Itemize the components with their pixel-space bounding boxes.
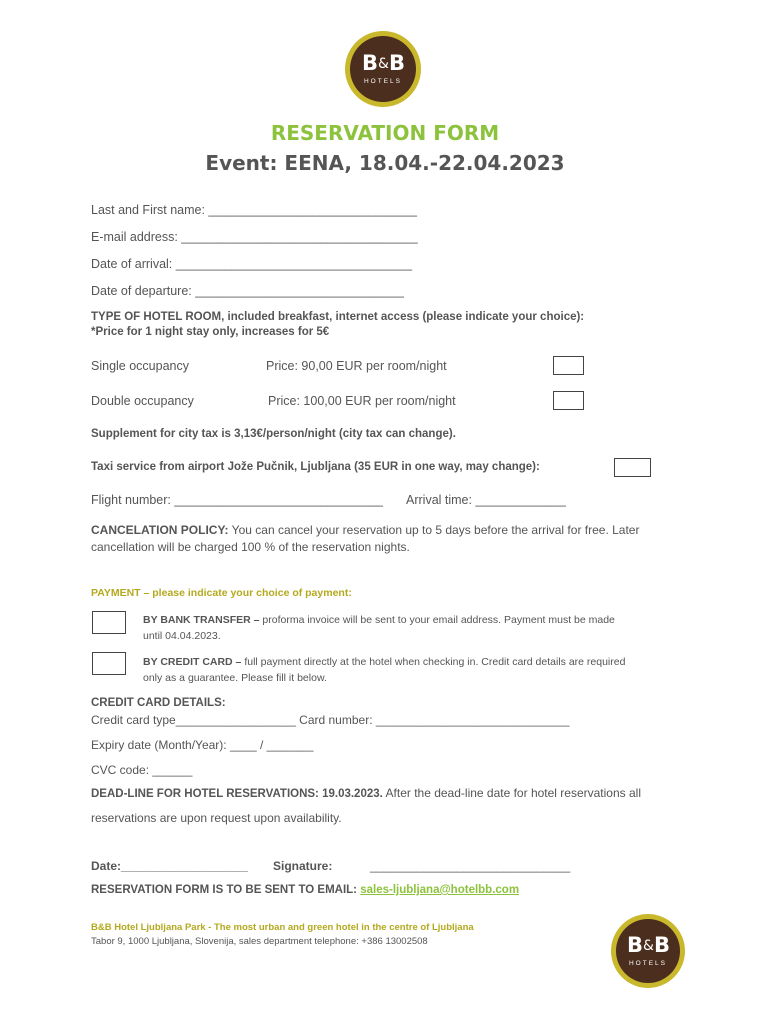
logo-inner <box>350 36 416 102</box>
payment-heading: PAYMENT – please indicate your choice of payment: <box>91 587 352 599</box>
deadline-text: After the dead-line date for hotel reservations all <box>382 786 641 800</box>
cancellation-policy <box>91 523 639 537</box>
cvc-field[interactable]: CVC code: ______ <box>91 763 193 777</box>
hotel-logo <box>345 31 421 107</box>
taxi-service-label: Taxi service from airport Jože Pučnik, Ljubljana (35 EUR in one way, may change): <box>91 461 540 473</box>
deadline-label: DEAD-LINE FOR HOTEL RESERVATIONS: 19.03.2023. <box>91 788 383 800</box>
city-tax-note: Supplement for city tax is 3,13€/person/night (city tax can change). <box>91 428 456 440</box>
credit-card-text-line-2: only as a guarantee. Please fill it below. <box>143 672 327 684</box>
bank-transfer-text: proforma invoice will be sent to your email address. Payment must be made <box>259 614 615 626</box>
bank-transfer-option <box>143 612 615 628</box>
email-link[interactable]: sales-ljubljana@hotelbb.com <box>360 884 520 896</box>
room-type-heading: TYPE OF HOTEL ROOM, included breakfast, internet access (please indicate your choice): <box>91 311 585 323</box>
expiry-date-field[interactable]: Expiry date (Month/Year): ____ / _______ <box>91 738 314 752</box>
logo-subtitle: HOTELS <box>363 78 402 85</box>
flight-number-field[interactable]: Flight number: ______________________________ <box>91 493 383 507</box>
bank-transfer-checkbox[interactable] <box>92 611 126 634</box>
signature-label: Signature: <box>273 859 333 873</box>
footer-logo-subtitle: HOTELS <box>628 960 667 967</box>
footer-logo-inner <box>616 919 680 983</box>
form-title: RESERVATION FORM <box>270 121 500 145</box>
credit-card-option <box>143 654 625 670</box>
cancellation-label: CANCELATION POLICY: <box>91 523 229 537</box>
send-to-label: RESERVATION FORM IS TO BE SENT TO EMAIL: <box>91 884 361 896</box>
arrival-time-field[interactable]: Arrival time: _____________ <box>406 493 566 507</box>
bank-transfer-deadline: until 04.04.2023. <box>143 630 221 642</box>
credit-card-text: full payment directly at the hotel when checking in. Credit card details are required <box>241 656 626 668</box>
double-occupancy-checkbox[interactable] <box>553 391 584 410</box>
double-occupancy-label: Double occupancy <box>91 394 194 408</box>
single-occupancy-checkbox[interactable] <box>553 356 584 375</box>
deadline-text-line-2: reservations are upon request upon availability. <box>91 811 342 825</box>
single-occupancy-price: Price: 90,00 EUR per room/night <box>266 359 447 373</box>
double-occupancy-price: Price: 100,00 EUR per room/night <box>268 394 456 408</box>
deadline-note <box>91 786 641 800</box>
footer-logo-wordmark: B&B <box>627 933 669 957</box>
event-title: Event: EENA, 18.04.-22.04.2023 <box>205 151 565 175</box>
bank-transfer-label: BY BANK TRANSFER – <box>143 614 260 626</box>
footer-tagline: B&B Hotel Ljubljana Park - The most urban and green hotel in the centre of Ljubljana <box>91 922 474 933</box>
footer-hotel-logo <box>611 914 685 988</box>
cancellation-text: You can cancel your reservation up to 5 days before the arrival for free. Later <box>228 523 640 537</box>
credit-card-checkbox[interactable] <box>92 652 126 675</box>
single-occupancy-label: Single occupancy <box>91 359 189 373</box>
date-field[interactable]: Date:___________________ <box>91 859 248 873</box>
signature-field[interactable]: ______________________________ <box>370 859 571 873</box>
cancellation-text-line-2: cancellation will be charged 100 % of the reservation nights. <box>91 540 410 554</box>
send-to-note <box>91 884 519 896</box>
credit-card-label: BY CREDIT CARD – <box>143 656 242 668</box>
arrival-date-field[interactable]: Date of arrival: __________________________________ <box>91 257 413 271</box>
room-price-note: *Price for 1 night stay only, increases for 5€ <box>91 326 330 338</box>
footer-address: Tabor 9, 1000 Ljubljana, Slovenija, sales department telephone: +386 13002508 <box>91 936 428 947</box>
departure-date-field[interactable]: Date of departure: ______________________________ <box>91 284 404 298</box>
taxi-checkbox[interactable] <box>614 458 651 477</box>
email-field[interactable]: E-mail address: __________________________________ <box>91 230 418 244</box>
credit-card-details-heading: CREDIT CARD DETAILS: <box>91 697 226 709</box>
logo-wordmark: B&B <box>362 51 404 75</box>
name-field[interactable]: Last and First name: ______________________________ <box>91 203 417 217</box>
card-type-and-number-field[interactable]: Credit card type__________________ Card number: _____________________________ <box>91 713 570 727</box>
